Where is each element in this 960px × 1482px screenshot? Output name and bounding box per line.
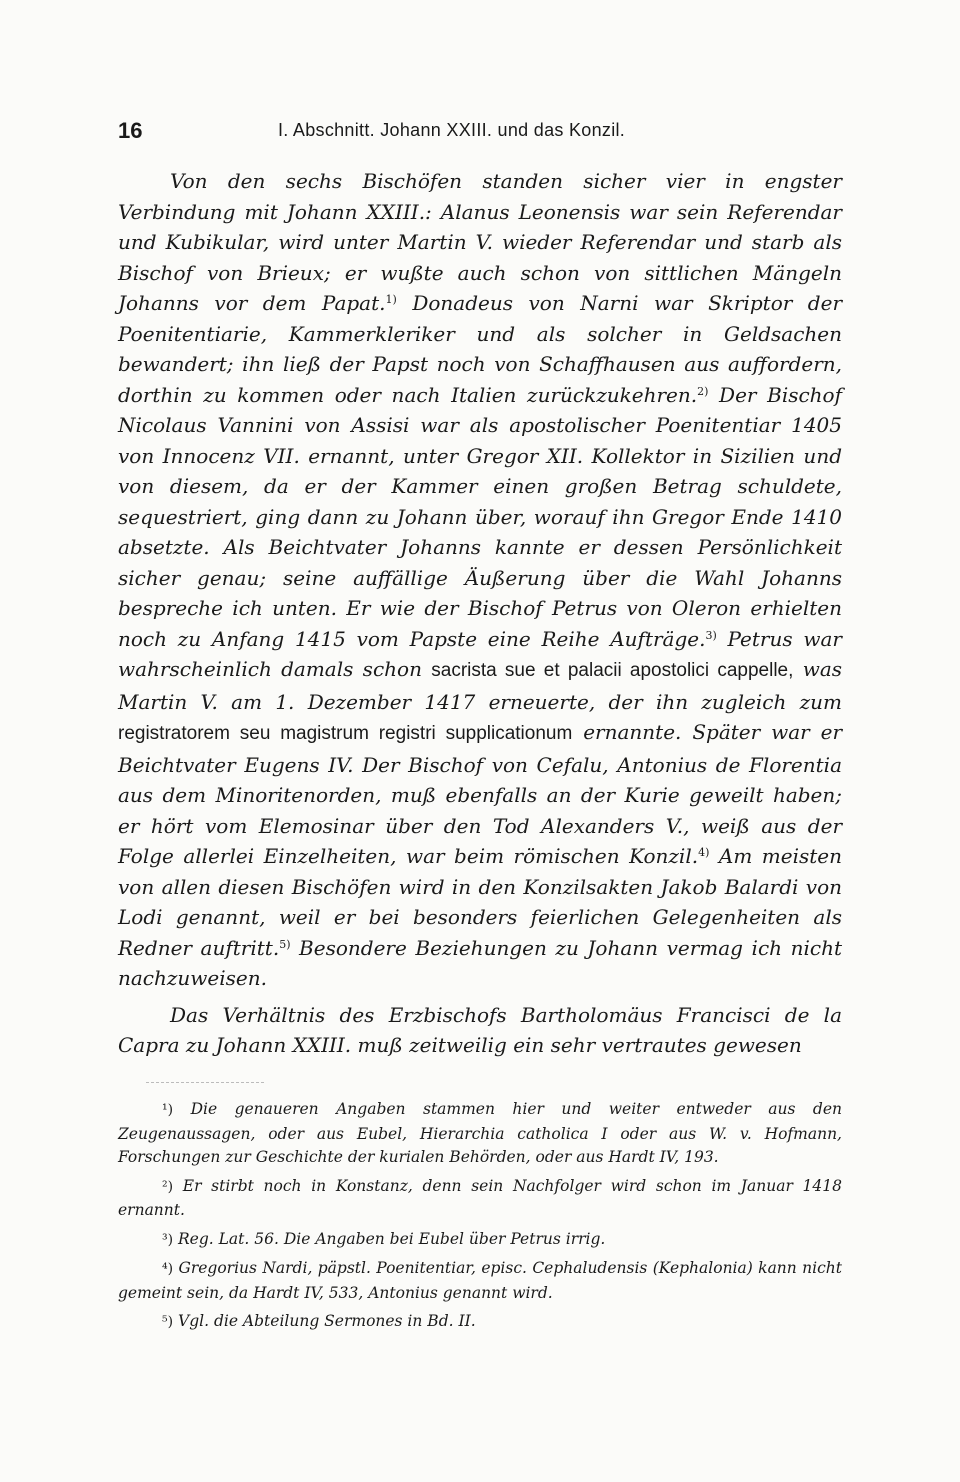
footnote-mark: ⁴) [162,1261,174,1277]
page-number: 16 [118,118,143,143]
running-title: I. Abschnitt. Johann XXIII. und das Konzil. [278,120,626,140]
footnote-ref-4: 4) [698,846,710,859]
footnote-ref-number: 2 [697,384,705,398]
text-run: Am meisten von allen diesen Bischöfen wird in den Konzilsakten Jakob Balardi von Lodi genannt, weil er bei besonders feierlichen Gelegenheiten als Redner auftritt. [118,844,843,960]
footnote-text: Reg. Lat. 56. Die Angaben bei Eubel über Petrus irrig. [178,1229,606,1248]
paragraph-2: Das Verhältnis des Erzbischofs Bartholomäus Francisci de la Capra zu Johann XXIII. muß zeitweilig ein sehr vertrautes gewesen [118,1002,842,1057]
body-text [118,166,842,1061]
footnote-ref-1: 1) [385,293,397,306]
footnote-text: Vgl. die Abteilung Sermones in Bd. II. [178,1312,476,1330]
footnote-4 [118,1257,842,1305]
footnote-ref-number: 1 [385,293,393,306]
footnotes [118,1098,842,1340]
text-run: was Martin V. am 1. Dezember 1417 erneuerte, der ihn zugleich zum [118,657,843,714]
text-run: Petrus war wahrscheinlich damals schon [118,626,842,681]
latin-quote: registratorem seu magistrum registri supplicationum [118,723,573,744]
footnote-ref-5: 5) [279,937,291,951]
footnote-text: Gregorius Nardi, päpstl. Poenitentiar, episc. Cephaludensis (Kephalonia) kann nicht gemeint sein, da Hardt IV, 533, Antonius genannt wird. [118,1259,842,1302]
footnote-divider [146,1082,264,1083]
footnote-mark: ⁵) [162,1314,174,1330]
footnote-5 [118,1310,842,1335]
footnote-ref-number: 4 [698,846,706,859]
footnote-ref-2: 2) [697,384,709,398]
footnote-2 [118,1175,842,1223]
footnote-mark: ³) [162,1231,174,1248]
footnote-ref-number: 3 [705,628,713,642]
footnote-mark: ¹) [162,1102,174,1118]
footnote-ref-3: 3) [705,628,717,642]
footnote-3 [118,1228,842,1253]
page-header [118,118,842,146]
text-run: ernannte. Später war er Beichtvater Eugens IV. Der Bischof von Cefalu, Antonius de Florentia aus dem Minoritenorden, muß ebenfalls an der Kurie geweilt haben; er hört vom Elemosinar über den Tod Alexanders V., weiß aus der Folge allerlei Einzelheiten, war beim römischen Konzil. [118,720,842,868]
text-run: Der Bischof Nicolaus Vannini von Assisi war als apostolischer Poenitentiar 1405 von Innocenz VII. ernannt, unter Gregor XII. Kollektor in Sizilien und von diesem, da er der Kammer einen großen Betrag schuldete, sequestriert, ging dann zu Johann über, worauf ihn Gregor Ende 1410 absetzte. Als Beichtvater Johanns kannte er dessen Persönlichkeit sicher genau; seine auffällige Äußerung über die Wahl Johanns bespreche ich unten. Er wie der Bischof Petrus von Oleron erhielten noch zu Anfang 1415 vom Papste eine Reihe Aufträge. [118,382,842,651]
footnote-1 [118,1098,842,1170]
footnote-text: Er stirbt noch in Konstanz, denn sein Nachfolger wird schon im Januar 1418 ernannt. [118,1176,842,1219]
paragraph-1 [118,166,842,994]
latin-quote: sacrista sue et palacii apostolici cappelle, [431,660,794,681]
text-run: Besondere Beziehungen zu Johann vermag ich nicht nachzuweisen. [118,935,842,990]
text-run: Donadeus von Narni war Skriptor der Poenitentiarie, Kammerkleriker und als solcher in Geldsachen bewandert; ihn ließ der Papst noch von Schaffhausen aus auffordern, dorthin zu kommen oder nach Italien zurückzukehren. [118,291,842,407]
text-run: Von den sechs Bischöfen standen sicher vier in engster Verbindung mit Johann XXIII.: Alanus Leonensis war sein Referendar und Kubikular, wird unter Martin V. wieder Referendar und starb als Bischof von Brieux; er wußte auch schon von sittlichen Mängeln Johanns vor dem Papat. [118,169,842,315]
footnote-mark: ²) [162,1178,174,1195]
footnote-text: Die genaueren Angaben stammen hier und weiter entweder aus den Zeugenaussagen, oder aus Eubel, Hierarchia catholica I oder aus W. v. Hofmann, Forschungen zur Geschichte der kurialen Behörden, oder aus Hardt IV, 193. [118,1100,842,1166]
footnote-ref-number: 5 [279,937,287,951]
